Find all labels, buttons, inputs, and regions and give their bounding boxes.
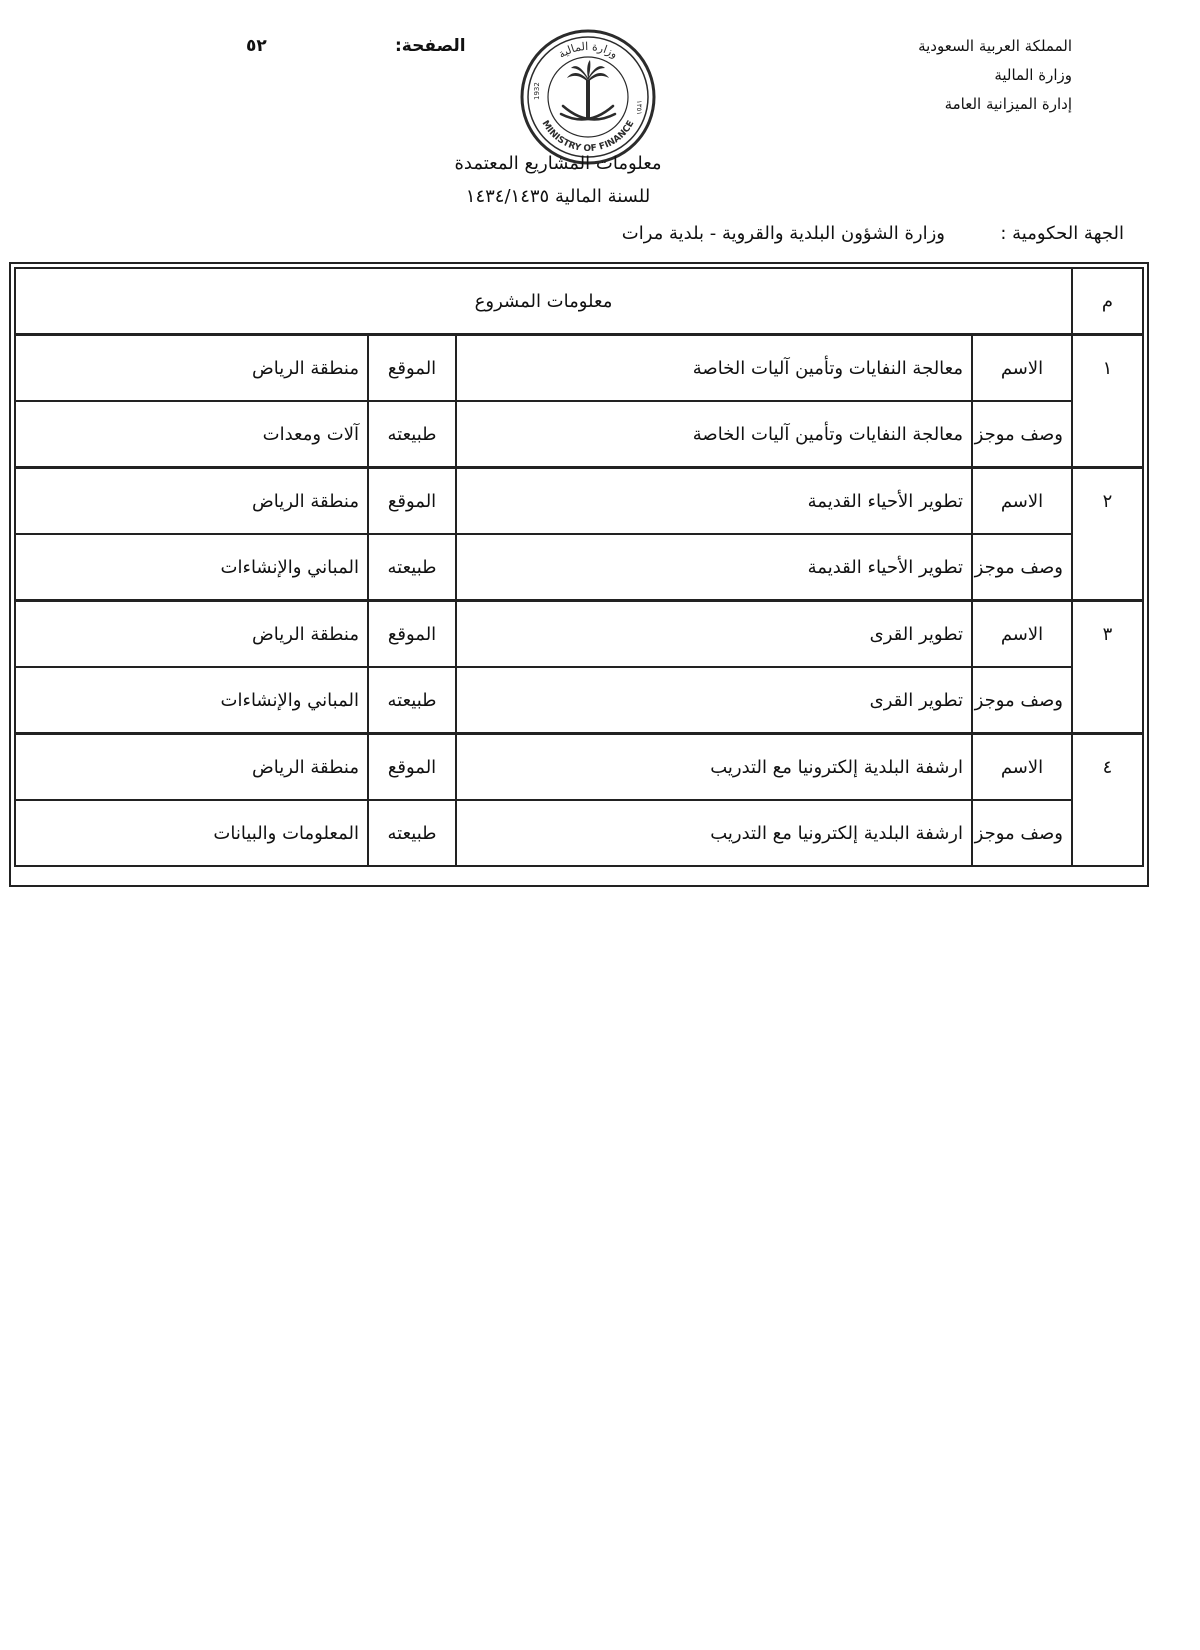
project-name-cell: تطوير الأحياء القديمة — [456, 468, 972, 535]
project-number-cell: ٣ — [1072, 601, 1143, 734]
table-row — [15, 468, 1143, 535]
project-name-cell: تطوير القرى — [456, 601, 972, 668]
document-title: معلومات المشاريع المعتمدة — [454, 153, 662, 174]
project-location-cell: منطقة الرياض — [15, 468, 368, 535]
location-label-cell: الموقع — [368, 468, 456, 535]
entity-value: وزارة الشؤون البلدية والقروية - بلدية مرات — [621, 223, 945, 244]
nature-label-cell: طبيعته — [368, 401, 456, 468]
name-label-cell: الاسم — [972, 601, 1072, 668]
project-nature-cell: المباني والإنشاءات — [15, 667, 368, 734]
seal-bottom-text: MINISTRY OF FINANCE — [539, 119, 637, 155]
nature-label-cell: طبيعته — [368, 800, 456, 866]
project-name-cell: ارشفة البلدية إلكترونيا مع التدريب — [456, 734, 972, 801]
header-index-cell: م — [1072, 268, 1143, 335]
project-name-cell: معالجة النفايات وتأمين آليات الخاصة — [456, 335, 972, 402]
project-brief-cell: معالجة النفايات وتأمين آليات الخاصة — [456, 401, 972, 468]
project-brief-cell: ارشفة البلدية إلكترونيا مع التدريب — [456, 800, 972, 866]
table-row — [15, 734, 1143, 801]
brief-label-cell: وصف موجز — [972, 667, 1072, 734]
table-row — [15, 800, 1143, 866]
nature-label-cell: طبيعته — [368, 534, 456, 601]
table-header-row — [15, 268, 1143, 335]
name-label-cell: الاسم — [972, 468, 1072, 535]
location-label-cell: الموقع — [368, 734, 456, 801]
header-title-cell: معلومات المشروع — [15, 268, 1072, 335]
name-label-cell: الاسم — [972, 335, 1072, 402]
nature-label-cell: طبيعته — [368, 667, 456, 734]
seal-year-left: 1932 — [533, 82, 541, 100]
project-brief-cell: تطوير القرى — [456, 667, 972, 734]
organization-block — [772, 32, 1072, 119]
projects-table — [14, 267, 1144, 867]
location-label-cell: الموقع — [368, 601, 456, 668]
brief-label-cell: وصف موجز — [972, 800, 1072, 866]
table-row — [15, 401, 1143, 468]
org-line-ministry: وزارة المالية — [994, 66, 1072, 84]
brief-label-cell: وصف موجز — [972, 401, 1072, 468]
table-row — [15, 601, 1143, 668]
project-nature-cell: المعلومات والبيانات — [15, 800, 368, 866]
project-number-cell: ١ — [1072, 335, 1143, 468]
table-row — [15, 534, 1143, 601]
project-number-cell: ٤ — [1072, 734, 1143, 867]
entity-label: الجهة الحكومية : — [1000, 223, 1124, 244]
name-label-cell: الاسم — [972, 734, 1072, 801]
fiscal-year-subtitle: للسنة المالية ١٤٣٤/١٤٣٥ — [465, 186, 651, 207]
page-number: ٥٢ — [246, 36, 267, 56]
palm-tree-icon — [567, 60, 609, 118]
brief-label-cell: وصف موجز — [972, 534, 1072, 601]
table-row — [15, 335, 1143, 402]
project-nature-cell: المباني والإنشاءات — [15, 534, 368, 601]
location-label-cell: الموقع — [368, 335, 456, 402]
seal-top-text: وزارة المالية — [555, 39, 621, 61]
project-location-cell: منطقة الرياض — [15, 335, 368, 402]
org-line-kingdom: المملكة العربية السعودية — [918, 37, 1072, 55]
page-label: الصفحة: — [395, 36, 466, 56]
ministry-seal-logo — [519, 28, 657, 166]
project-brief-cell: تطوير الأحياء القديمة — [456, 534, 972, 601]
project-location-cell: منطقة الرياض — [15, 601, 368, 668]
project-number-cell: ٢ — [1072, 468, 1143, 601]
seal-year-right: ١٣٥١ — [635, 100, 643, 116]
project-location-cell: منطقة الرياض — [15, 734, 368, 801]
project-nature-cell: آلات ومعدات — [15, 401, 368, 468]
org-line-department: إدارة الميزانية العامة — [944, 95, 1072, 113]
table-row — [15, 667, 1143, 734]
